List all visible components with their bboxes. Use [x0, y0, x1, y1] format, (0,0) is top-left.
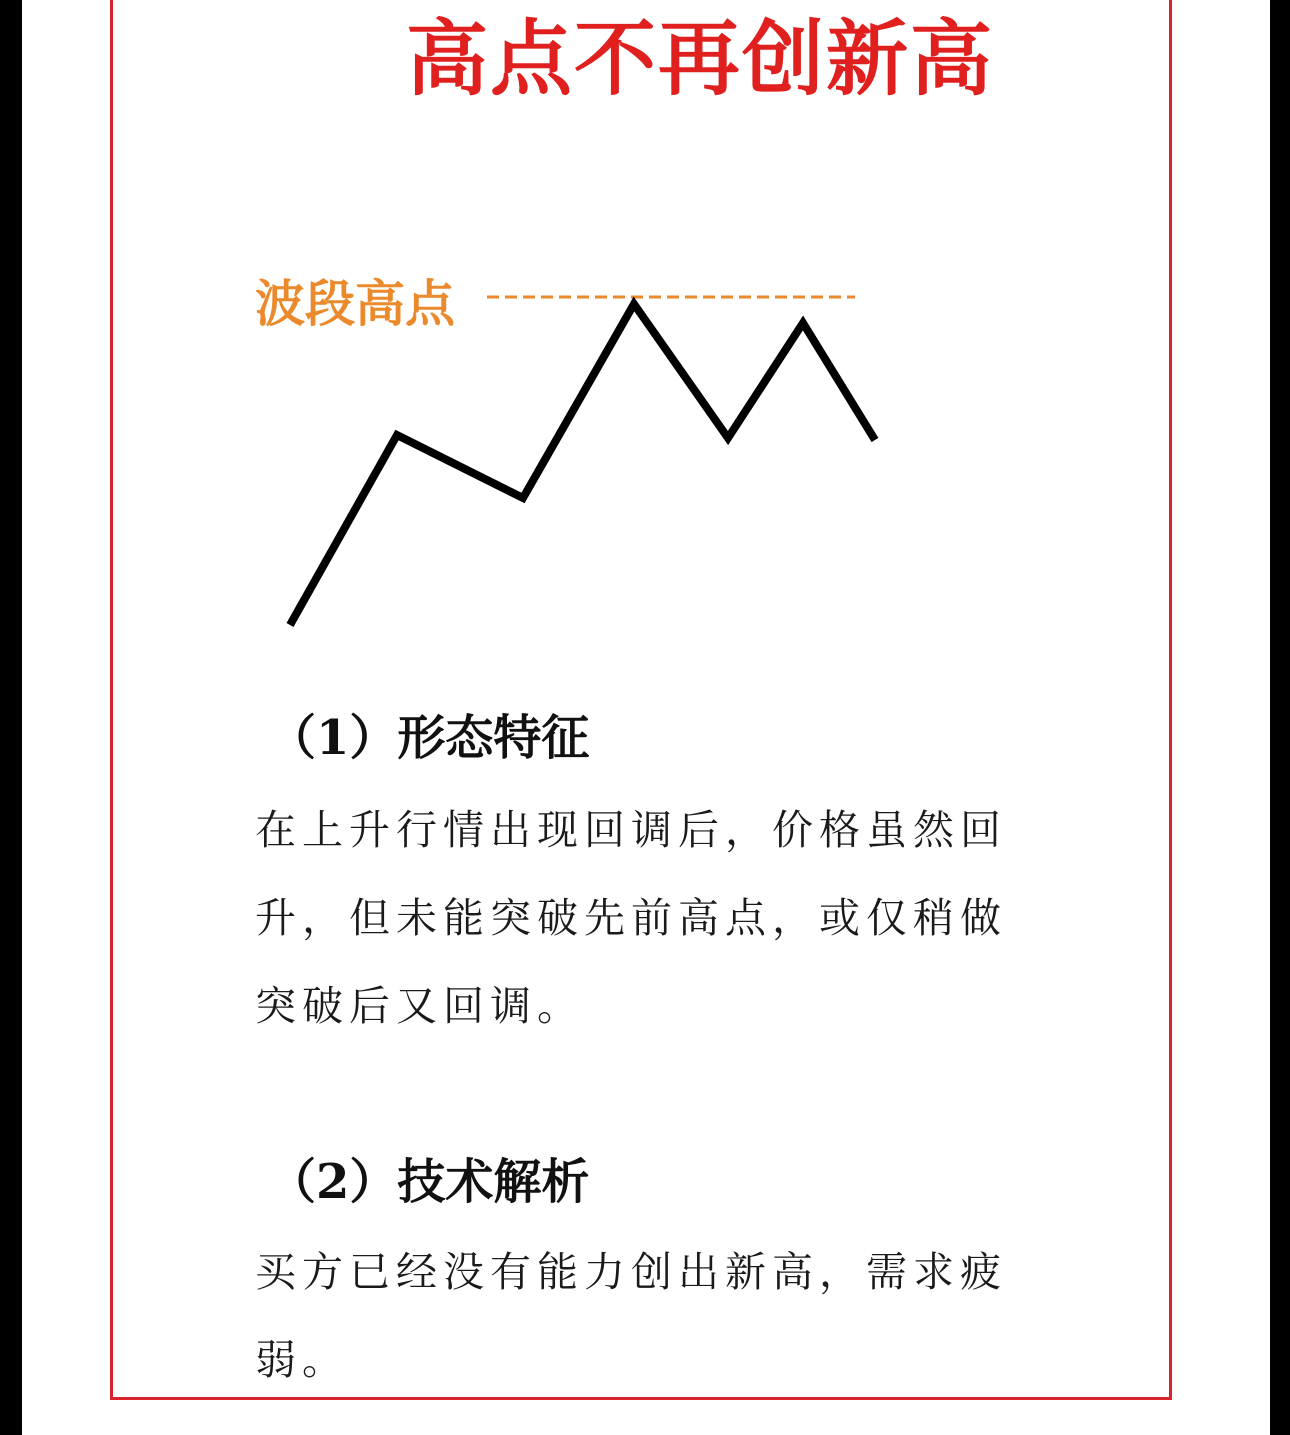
section-text-technical — [255, 1228, 1055, 1404]
text-line: 突破后又回调。 — [255, 982, 584, 1030]
section-heading-technical: （2）技术解析 — [268, 1154, 590, 1210]
text-line: 买方已经没有能力创出新高，需求疲 — [255, 1248, 1007, 1296]
swing-high-label: 波段高点 — [255, 274, 455, 333]
text-line: 弱。 — [255, 1336, 349, 1384]
text-line: 在上升行情出现回调后，价格虽然回 — [255, 806, 1007, 854]
section-heading-morphology: （1）形态特征 — [268, 710, 590, 766]
price-zigzag-line — [290, 304, 875, 625]
text-line: 升，但未能突破先前高点，或仅稍做 — [255, 894, 1007, 942]
page-title: 高点不再创新高 — [406, 12, 995, 107]
price-diagram — [0, 0, 1290, 700]
section-text-morphology — [255, 786, 1055, 1050]
